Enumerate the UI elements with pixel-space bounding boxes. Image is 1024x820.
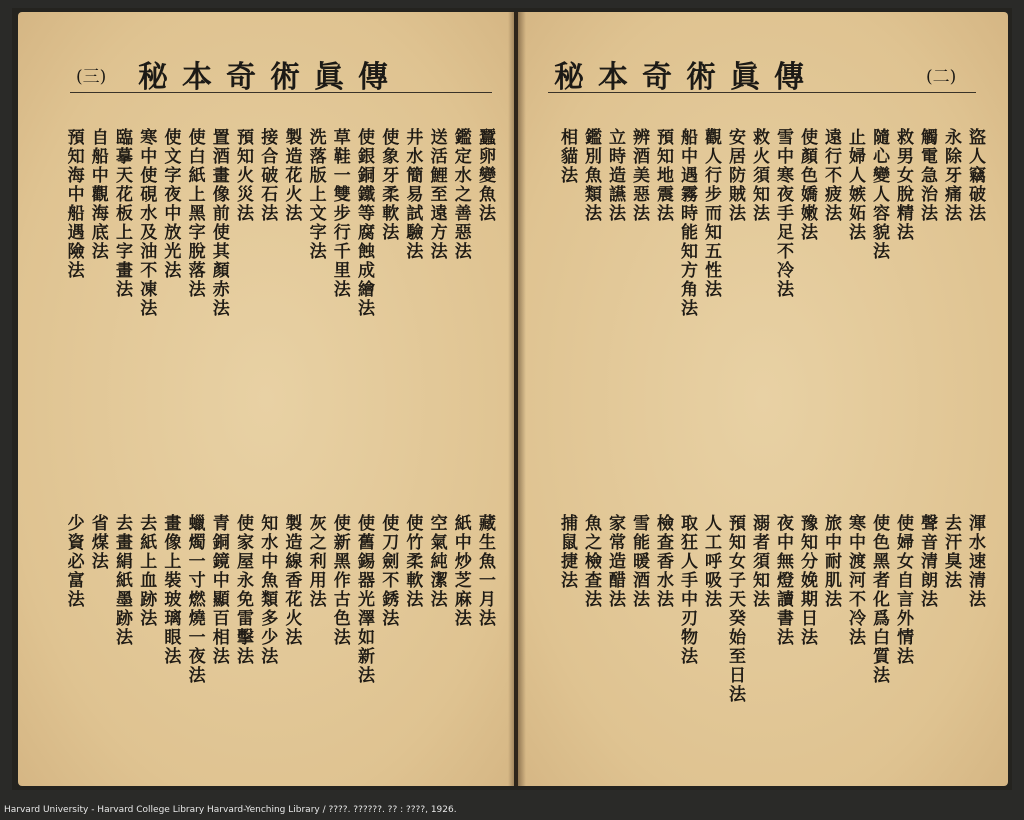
index-entry: 鑑別魚類法: [581, 128, 601, 223]
left-header-rule: [70, 92, 492, 93]
index-entry: 井水簡易試驗法: [402, 128, 423, 261]
index-entry: 盜人竊破法: [965, 128, 985, 223]
index-entry: 雪中寒夜手足不冷法: [773, 128, 793, 299]
index-entry: 製造花火法: [281, 128, 302, 223]
index-entry: 去汗臭法: [941, 514, 961, 590]
index-entry: 使新黑作古色法: [329, 514, 350, 647]
index-entry: 救男女脫精法: [893, 128, 913, 242]
index-entry: 隨心變人容貌法: [869, 128, 889, 261]
index-entry: 製造線香花火法: [281, 514, 302, 647]
index-entry: 安居防賊法: [725, 128, 745, 223]
index-entry: 止婦人嫉妬法: [845, 128, 865, 242]
index-entry: 永除牙痛法: [941, 128, 961, 223]
library-attribution: Harvard University - Harvard College Library Harvard-Yenching Library / ????. ??????. ?? : ????, 1926.: [4, 805, 457, 815]
index-entry: 預知女子天癸始至日法: [725, 514, 745, 704]
index-entry: 立時造讌法: [605, 128, 625, 223]
left-header-title: 秘本奇術眞傳: [138, 60, 402, 95]
index-entry: 使銀銅鐵等腐蝕成繪法: [354, 128, 374, 318]
index-entry: 臨摹天花板上字畫法: [112, 128, 132, 299]
index-entry: 使文字夜中放光法: [160, 128, 181, 280]
index-entry: 旅中耐肌法: [821, 514, 841, 609]
index-entry: 少資必富法: [63, 514, 84, 609]
index-entry: 灰之利用法: [305, 514, 326, 609]
index-entry: 救火須知法: [749, 128, 769, 223]
index-entry: 使刀劍不銹法: [378, 514, 399, 628]
book-spread: [12, 8, 1012, 790]
index-entry: 送活鯉至遠方法: [426, 128, 447, 261]
right-page-number: (二): [926, 67, 957, 87]
right-header-title: 秘本奇術眞傳: [554, 60, 818, 95]
index-entry: 夜中無燈讀書法: [773, 514, 793, 647]
index-entry: 家常造醋法: [605, 514, 625, 609]
index-entry: 遠行不疲法: [821, 128, 841, 223]
index-entry: 青銅鏡中顯百相法: [208, 514, 229, 666]
index-entry: 寒中使硯水及油不凍法: [136, 128, 157, 318]
index-entry: 使婦女自言外情法: [893, 514, 913, 666]
index-entry: 取狂人手中刃物法: [677, 514, 697, 666]
right-header-rule: [548, 92, 976, 93]
index-entry: 船中遇霧時能知方角法: [677, 128, 697, 318]
index-entry: 辨酒美惡法: [629, 128, 649, 223]
index-entry: 使竹柔軟法: [402, 514, 423, 609]
index-entry: 溺者須知法: [749, 514, 769, 609]
index-entry: 捕鼠捷法: [557, 514, 577, 590]
index-entry: 藏生魚一月法: [475, 514, 495, 628]
index-entry: 使顏色嬌嫩法: [797, 128, 817, 242]
index-entry: 鑑定水之善惡法: [450, 128, 471, 261]
right-page: [518, 12, 1008, 786]
index-entry: 去紙上血跡法: [136, 514, 157, 628]
index-entry: 知水中魚類多少法: [257, 514, 278, 666]
left-page: [18, 12, 514, 786]
index-entry: 使色黑者化爲白質法: [869, 514, 889, 685]
index-entry: 蠟燭一寸燃燒一夜法: [184, 514, 205, 685]
index-entry: 洗落版上文字法: [305, 128, 326, 261]
index-entry: 草鞋一雙步行千里法: [329, 128, 350, 299]
index-entry: 省煤法: [87, 514, 108, 571]
index-entry: 觀人行步而知五性法: [701, 128, 721, 299]
index-entry: 使象牙柔軟法: [378, 128, 399, 242]
index-entry: 畫像上裝玻璃眼法: [160, 514, 181, 666]
index-entry: 去畫絹紙墨跡法: [112, 514, 132, 647]
index-entry: 蠶卵變魚法: [475, 128, 495, 223]
index-entry: 觸電急治法: [917, 128, 937, 223]
index-entry: 預知地震法: [653, 128, 673, 223]
index-entry: 使家屋永免雷擊法: [233, 514, 253, 666]
index-entry: 渾水速清法: [965, 514, 985, 609]
index-entry: 置酒畫像前使其顏赤法: [208, 128, 229, 318]
index-entry: 人工呼吸法: [701, 514, 721, 609]
index-entry: 紙中炒芝麻法: [450, 514, 471, 628]
index-entry: 接合破石法: [257, 128, 278, 223]
left-page-number: (三): [76, 67, 107, 87]
index-entry: 使舊錫器光澤如新法: [354, 514, 374, 685]
index-entry: 檢查香水法: [653, 514, 673, 609]
index-entry: 使白紙上黑字脫落法: [184, 128, 205, 299]
index-entry: 聲音清朗法: [917, 514, 937, 609]
index-entry: 預知海中船遇險法: [63, 128, 84, 280]
index-entry: 魚之檢查法: [581, 514, 601, 609]
index-entry: 寒中渡河不冷法: [845, 514, 865, 647]
index-entry: 雪能暖酒法: [629, 514, 649, 609]
index-entry: 空氣純潔法: [426, 514, 447, 609]
index-entry: 相貓法: [557, 128, 577, 185]
index-entry: 自船中觀海底法: [87, 128, 108, 261]
index-entry: 豫知分娩期日法: [797, 514, 817, 647]
index-entry: 預知火災法: [233, 128, 253, 223]
